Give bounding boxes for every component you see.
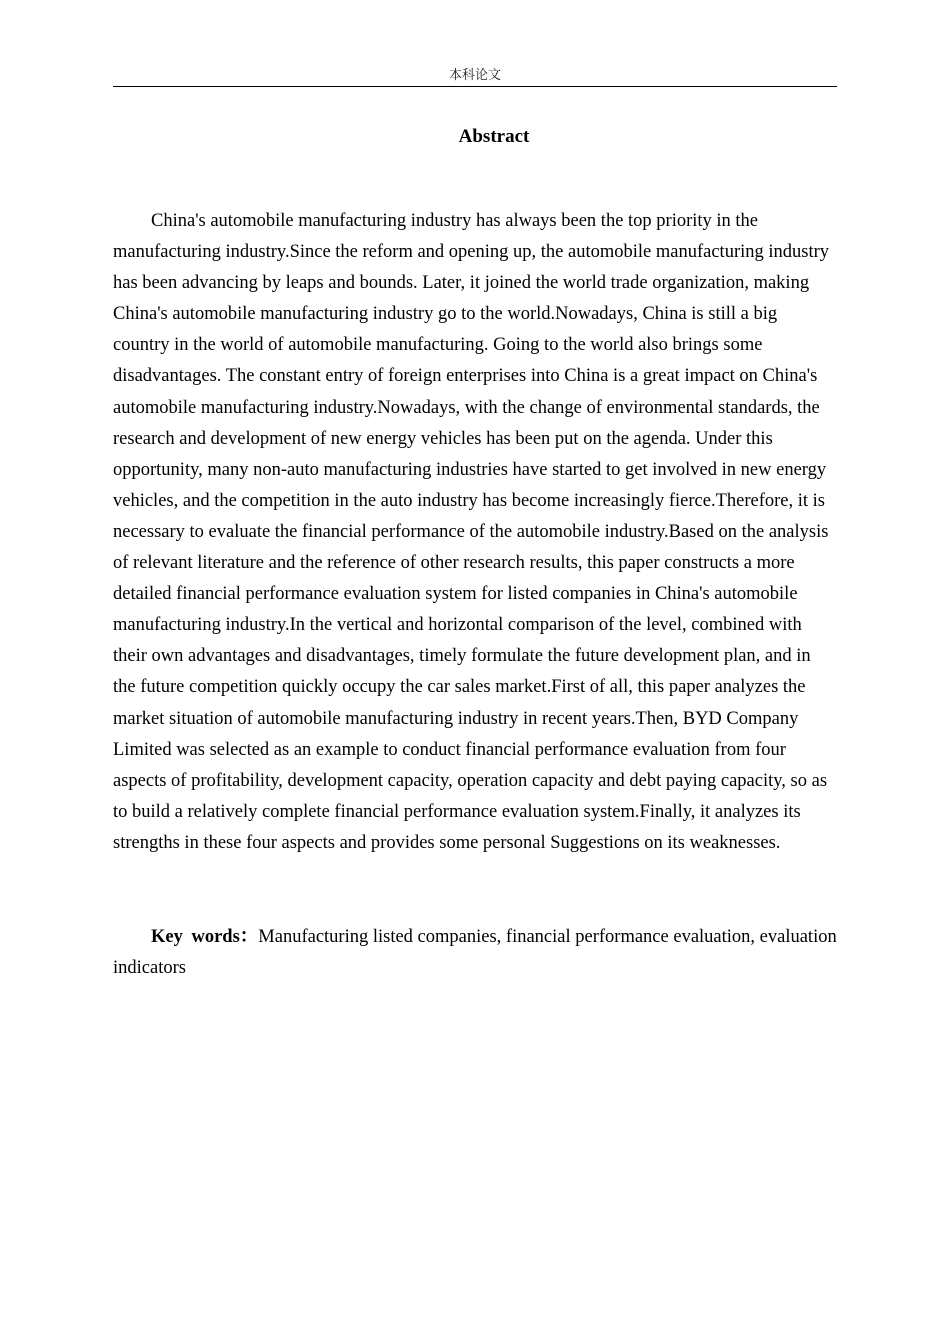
keywords-label: Key words： [151,927,259,947]
abstract-title: Abstract [458,126,530,147]
running-header: 本科论文 [113,66,837,87]
keywords-text: Manufacturing listed companies, financial performance evaluation, evaluation indicators [113,927,837,978]
keywords-paragraph [113,922,837,984]
abstract-body: China's automobile manufacturing industry has always been the top priority in the manufacturing industry.Since the reform and opening up, the automobile manufacturing industry has been advancing by leaps and bounds. Later, it joined the world trade organization, making China's automobile manufacturing industry go to the world.Nowadays, China is still a big country in the world of automobile manufacturing. Going to the world also brings some disadvantages. The constant entry of foreign enterprises into China is a great impact on China's automobile manufacturing industry.Nowadays, with the change of environmental standards, the research and development of new energy vehicles has been put on the agenda. Under this opportunity, many non-auto manufacturing industries have started to get involved in new energy vehicles, and the competition in the auto industry has become increasingly fierce.Therefore, it is necessary to evaluate the financial performance of the automobile industry.Based on the analysis of relevant literature and the reference of other research results, this paper constructs a more detailed financial performance evaluation system for listed companies in China's automobile manufacturing industry.In the vertical and horizontal comparison of the level, combined with their own advantages and disadvantages, timely formulate the future development plan, and in the future competition quickly occupy the car sales market.First of all, this paper analyzes the market situation of automobile manufacturing industry in recent years.Then, BYD Company Limited was selected as an example to conduct financial performance evaluation from four aspects of profitability, development capacity, operation capacity and debt paying capacity, so as to build a relatively complete financial performance evaluation system.Finally, it analyzes its strengths in these four aspects and provides some personal Suggestions on its weaknesses. [113,211,830,853]
